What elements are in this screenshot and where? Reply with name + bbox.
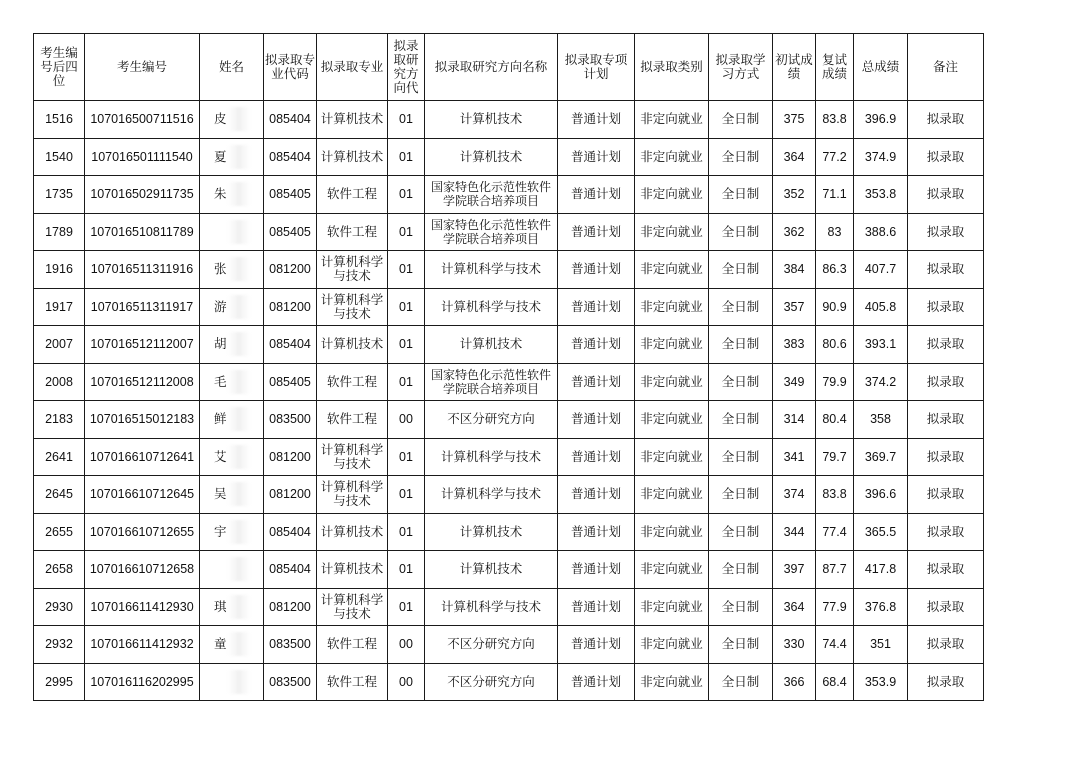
- cell-study-mode: 全日制: [709, 401, 773, 439]
- cell-id-last4: 2008: [34, 363, 85, 401]
- cell-prelim-score: 362: [773, 213, 816, 251]
- cell-prelim-score: 384: [773, 251, 816, 289]
- table-row: [34, 363, 984, 401]
- cell-major-code: 085405: [264, 213, 317, 251]
- cell-retest-score: 83.8: [816, 476, 854, 514]
- cell-retest-score: 68.4: [816, 663, 854, 701]
- cell-retest-score: 77.9: [816, 588, 854, 626]
- cell-remark: 拟录取: [908, 138, 984, 176]
- cell-retest-score: 80.4: [816, 401, 854, 439]
- cell-retest-score: 80.6: [816, 326, 854, 364]
- cell-major: 软件工程: [317, 401, 388, 439]
- cell-prelim-score: 330: [773, 626, 816, 664]
- cell-special-plan: 普通计划: [558, 326, 635, 364]
- cell-retest-score: 79.9: [816, 363, 854, 401]
- name-redaction: [228, 595, 250, 619]
- cell-major-code: 085404: [264, 326, 317, 364]
- cell-total-score: 374.9: [854, 138, 908, 176]
- name-redaction: [228, 257, 250, 281]
- cell-total-score: 353.9: [854, 663, 908, 701]
- name-redaction: [228, 407, 250, 431]
- cell-direction-code: 01: [388, 101, 425, 139]
- cell-id-last4: 1540: [34, 138, 85, 176]
- cell-study-mode: 全日制: [709, 176, 773, 214]
- col-header-name: 姓名: [200, 34, 264, 101]
- name-redaction: [228, 670, 250, 694]
- cell-prelim-score: 364: [773, 588, 816, 626]
- cell-prelim-score: 341: [773, 438, 816, 476]
- cell-name: [200, 551, 264, 589]
- name-redaction: [228, 370, 250, 394]
- cell-major-code: 085405: [264, 363, 317, 401]
- cell-major: 计算机技术: [317, 551, 388, 589]
- cell-special-plan: 普通计划: [558, 288, 635, 326]
- cell-major-code: 081200: [264, 288, 317, 326]
- name-redaction: [228, 182, 250, 206]
- cell-special-plan: 普通计划: [558, 476, 635, 514]
- cell-exam-id: 107016512112007: [85, 326, 200, 364]
- cell-direction-name: 计算机科学与技术: [425, 288, 558, 326]
- cell-direction-name: 计算机科学与技术: [425, 438, 558, 476]
- name-redaction: [228, 520, 250, 544]
- cell-major-code: 081200: [264, 438, 317, 476]
- cell-prelim-score: 314: [773, 401, 816, 439]
- cell-direction-name: 计算机科学与技术: [425, 251, 558, 289]
- col-header-total-score: 总成绩: [854, 34, 908, 101]
- cell-remark: 拟录取: [908, 401, 984, 439]
- cell-exam-id: 107016610712658: [85, 551, 200, 589]
- cell-remark: 拟录取: [908, 326, 984, 364]
- col-header-retest-score: 复试成绩: [816, 34, 854, 101]
- cell-major: 计算机技术: [317, 101, 388, 139]
- cell-retest-score: 71.1: [816, 176, 854, 214]
- cell-direction-name: 计算机技术: [425, 101, 558, 139]
- col-header-direction-code: 拟录取研究方向代: [388, 34, 425, 101]
- table-row: [34, 251, 984, 289]
- cell-total-score: 396.6: [854, 476, 908, 514]
- cell-major: 计算机科学与技术: [317, 588, 388, 626]
- cell-special-plan: 普通计划: [558, 663, 635, 701]
- cell-major-code: 085404: [264, 138, 317, 176]
- cell-id-last4: 2932: [34, 626, 85, 664]
- cell-total-score: 358: [854, 401, 908, 439]
- cell-special-plan: 普通计划: [558, 251, 635, 289]
- cell-direction-name: 国家特色化示范性软件学院联合培养项目: [425, 176, 558, 214]
- cell-category: 非定向就业: [635, 363, 709, 401]
- cell-direction-code: 01: [388, 476, 425, 514]
- cell-total-score: 374.2: [854, 363, 908, 401]
- cell-major: 计算机技术: [317, 326, 388, 364]
- cell-major-code: 085404: [264, 101, 317, 139]
- cell-direction-code: 01: [388, 438, 425, 476]
- cell-remark: 拟录取: [908, 288, 984, 326]
- cell-name: 毛: [200, 363, 264, 401]
- cell-major-code: 085405: [264, 176, 317, 214]
- table-row: [34, 138, 984, 176]
- cell-special-plan: 普通计划: [558, 588, 635, 626]
- name-redaction: [228, 445, 250, 469]
- cell-exam-id: 107016512112008: [85, 363, 200, 401]
- cell-category: 非定向就业: [635, 213, 709, 251]
- cell-direction-code: 01: [388, 326, 425, 364]
- cell-remark: 拟录取: [908, 588, 984, 626]
- cell-category: 非定向就业: [635, 476, 709, 514]
- cell-prelim-score: 397: [773, 551, 816, 589]
- cell-major: 计算机科学与技术: [317, 251, 388, 289]
- table-row: [34, 588, 984, 626]
- cell-direction-name: 国家特色化示范性软件学院联合培养项目: [425, 213, 558, 251]
- cell-remark: 拟录取: [908, 363, 984, 401]
- cell-direction-code: 00: [388, 401, 425, 439]
- cell-total-score: 405.8: [854, 288, 908, 326]
- table-row: [34, 401, 984, 439]
- cell-study-mode: 全日制: [709, 101, 773, 139]
- cell-prelim-score: 349: [773, 363, 816, 401]
- cell-prelim-score: 344: [773, 513, 816, 551]
- cell-name: 吴: [200, 476, 264, 514]
- cell-direction-code: 01: [388, 588, 425, 626]
- cell-major: 软件工程: [317, 626, 388, 664]
- cell-category: 非定向就业: [635, 626, 709, 664]
- cell-remark: 拟录取: [908, 251, 984, 289]
- cell-remark: 拟录取: [908, 551, 984, 589]
- cell-id-last4: 2655: [34, 513, 85, 551]
- cell-special-plan: 普通计划: [558, 138, 635, 176]
- cell-retest-score: 87.7: [816, 551, 854, 589]
- cell-remark: 拟录取: [908, 176, 984, 214]
- col-header-study-mode: 拟录取学习方式: [709, 34, 773, 101]
- cell-study-mode: 全日制: [709, 213, 773, 251]
- cell-direction-code: 01: [388, 251, 425, 289]
- cell-id-last4: 2007: [34, 326, 85, 364]
- cell-exam-id: 107016611412930: [85, 588, 200, 626]
- cell-prelim-score: 374: [773, 476, 816, 514]
- cell-special-plan: 普通计划: [558, 101, 635, 139]
- cell-category: 非定向就业: [635, 551, 709, 589]
- cell-id-last4: 1917: [34, 288, 85, 326]
- cell-major-code: 083500: [264, 626, 317, 664]
- table-body: [34, 101, 984, 701]
- cell-major-code: 083500: [264, 401, 317, 439]
- col-header-id-last4: 考生编号后四位: [34, 34, 85, 101]
- name-redaction: [228, 332, 250, 356]
- table-row: [34, 288, 984, 326]
- cell-major-code: 081200: [264, 251, 317, 289]
- cell-major: 计算机技术: [317, 138, 388, 176]
- cell-remark: 拟录取: [908, 476, 984, 514]
- col-header-prelim-score: 初试成绩: [773, 34, 816, 101]
- name-redaction: [228, 295, 250, 319]
- cell-special-plan: 普通计划: [558, 438, 635, 476]
- cell-prelim-score: 383: [773, 326, 816, 364]
- cell-study-mode: 全日制: [709, 626, 773, 664]
- cell-id-last4: 1516: [34, 101, 85, 139]
- cell-remark: 拟录取: [908, 213, 984, 251]
- cell-name: 游: [200, 288, 264, 326]
- cell-total-score: 369.7: [854, 438, 908, 476]
- cell-remark: 拟录取: [908, 438, 984, 476]
- cell-major-code: 081200: [264, 476, 317, 514]
- col-header-special-plan: 拟录取专项计划: [558, 34, 635, 101]
- name-redaction: [228, 107, 250, 131]
- cell-category: 非定向就业: [635, 251, 709, 289]
- cell-exam-id: 107016511311917: [85, 288, 200, 326]
- cell-id-last4: 2995: [34, 663, 85, 701]
- cell-retest-score: 74.4: [816, 626, 854, 664]
- cell-study-mode: 全日制: [709, 288, 773, 326]
- cell-category: 非定向就业: [635, 138, 709, 176]
- cell-major-code: 081200: [264, 588, 317, 626]
- cell-total-score: 417.8: [854, 551, 908, 589]
- cell-major-code: 083500: [264, 663, 317, 701]
- cell-major: 软件工程: [317, 663, 388, 701]
- cell-total-score: 351: [854, 626, 908, 664]
- cell-category: 非定向就业: [635, 288, 709, 326]
- col-header-major-code: 拟录取专业代码: [264, 34, 317, 101]
- cell-direction-code: 01: [388, 551, 425, 589]
- cell-id-last4: 1735: [34, 176, 85, 214]
- cell-exam-id: 107016610712645: [85, 476, 200, 514]
- cell-exam-id: 107016511311916: [85, 251, 200, 289]
- cell-total-score: 365.5: [854, 513, 908, 551]
- cell-exam-id: 107016611412932: [85, 626, 200, 664]
- cell-exam-id: 107016116202995: [85, 663, 200, 701]
- table-row: [34, 551, 984, 589]
- cell-category: 非定向就业: [635, 176, 709, 214]
- cell-major: 计算机科学与技术: [317, 476, 388, 514]
- name-redaction: [228, 482, 250, 506]
- table-row: [34, 176, 984, 214]
- cell-total-score: 353.8: [854, 176, 908, 214]
- cell-direction-code: 00: [388, 663, 425, 701]
- cell-direction-name: 计算机科学与技术: [425, 476, 558, 514]
- cell-direction-code: 01: [388, 288, 425, 326]
- cell-retest-score: 79.7: [816, 438, 854, 476]
- cell-study-mode: 全日制: [709, 663, 773, 701]
- name-redaction: [228, 632, 250, 656]
- cell-direction-name: 计算机技术: [425, 326, 558, 364]
- cell-exam-id: 107016515012183: [85, 401, 200, 439]
- cell-name: 皮: [200, 101, 264, 139]
- name-redaction: [228, 145, 250, 169]
- cell-special-plan: 普通计划: [558, 363, 635, 401]
- cell-total-score: 388.6: [854, 213, 908, 251]
- cell-study-mode: 全日制: [709, 588, 773, 626]
- cell-special-plan: 普通计划: [558, 513, 635, 551]
- cell-major-code: 085404: [264, 513, 317, 551]
- cell-name: 胡: [200, 326, 264, 364]
- cell-special-plan: 普通计划: [558, 626, 635, 664]
- cell-major-code: 085404: [264, 551, 317, 589]
- cell-id-last4: 2645: [34, 476, 85, 514]
- cell-major: 软件工程: [317, 213, 388, 251]
- cell-exam-id: 107016501111540: [85, 138, 200, 176]
- cell-prelim-score: 352: [773, 176, 816, 214]
- cell-category: 非定向就业: [635, 588, 709, 626]
- col-header-direction-name: 拟录取研究方向名称: [425, 34, 558, 101]
- table-row: [34, 213, 984, 251]
- cell-direction-name: 不区分研究方向: [425, 626, 558, 664]
- col-header-remark: 备注: [908, 34, 984, 101]
- cell-special-plan: 普通计划: [558, 213, 635, 251]
- cell-name: 张: [200, 251, 264, 289]
- cell-category: 非定向就业: [635, 326, 709, 364]
- cell-study-mode: 全日制: [709, 513, 773, 551]
- cell-prelim-score: 357: [773, 288, 816, 326]
- cell-direction-name: 国家特色化示范性软件学院联合培养项目: [425, 363, 558, 401]
- cell-name: 琪: [200, 588, 264, 626]
- cell-direction-name: 不区分研究方向: [425, 663, 558, 701]
- cell-remark: 拟录取: [908, 663, 984, 701]
- admission-table: [33, 33, 984, 701]
- cell-study-mode: 全日制: [709, 363, 773, 401]
- cell-category: 非定向就业: [635, 401, 709, 439]
- cell-study-mode: 全日制: [709, 551, 773, 589]
- cell-study-mode: 全日制: [709, 138, 773, 176]
- cell-id-last4: 1916: [34, 251, 85, 289]
- cell-total-score: 396.9: [854, 101, 908, 139]
- cell-id-last4: 2930: [34, 588, 85, 626]
- cell-special-plan: 普通计划: [558, 176, 635, 214]
- cell-name: [200, 213, 264, 251]
- table-header-row: [34, 34, 984, 101]
- cell-direction-code: 01: [388, 138, 425, 176]
- cell-name: 鲜: [200, 401, 264, 439]
- table-row: [34, 663, 984, 701]
- cell-direction-code: 00: [388, 626, 425, 664]
- cell-exam-id: 107016502911735: [85, 176, 200, 214]
- table-row: [34, 513, 984, 551]
- cell-study-mode: 全日制: [709, 438, 773, 476]
- cell-study-mode: 全日制: [709, 251, 773, 289]
- cell-retest-score: 77.2: [816, 138, 854, 176]
- cell-direction-name: 计算机技术: [425, 551, 558, 589]
- cell-major: 计算机科学与技术: [317, 438, 388, 476]
- cell-direction-name: 不区分研究方向: [425, 401, 558, 439]
- cell-exam-id: 107016510811789: [85, 213, 200, 251]
- col-header-category: 拟录取类别: [635, 34, 709, 101]
- cell-total-score: 407.7: [854, 251, 908, 289]
- cell-exam-id: 107016610712641: [85, 438, 200, 476]
- cell-category: 非定向就业: [635, 438, 709, 476]
- cell-name: 艾: [200, 438, 264, 476]
- cell-major: 计算机技术: [317, 513, 388, 551]
- cell-category: 非定向就业: [635, 101, 709, 139]
- cell-direction-code: 01: [388, 213, 425, 251]
- cell-name: 宇: [200, 513, 264, 551]
- cell-id-last4: 2658: [34, 551, 85, 589]
- table-row: [34, 626, 984, 664]
- cell-prelim-score: 366: [773, 663, 816, 701]
- admission-list-sheet: [33, 33, 983, 701]
- cell-direction-name: 计算机技术: [425, 138, 558, 176]
- cell-total-score: 376.8: [854, 588, 908, 626]
- cell-name: [200, 663, 264, 701]
- cell-remark: 拟录取: [908, 626, 984, 664]
- cell-id-last4: 2641: [34, 438, 85, 476]
- cell-total-score: 393.1: [854, 326, 908, 364]
- table-row: [34, 438, 984, 476]
- cell-study-mode: 全日制: [709, 326, 773, 364]
- cell-special-plan: 普通计划: [558, 401, 635, 439]
- cell-id-last4: 1789: [34, 213, 85, 251]
- cell-retest-score: 77.4: [816, 513, 854, 551]
- table-row: [34, 326, 984, 364]
- cell-retest-score: 90.9: [816, 288, 854, 326]
- cell-major: 软件工程: [317, 176, 388, 214]
- cell-retest-score: 83.8: [816, 101, 854, 139]
- cell-prelim-score: 375: [773, 101, 816, 139]
- col-header-exam-id: 考生编号: [85, 34, 200, 101]
- cell-direction-code: 01: [388, 363, 425, 401]
- cell-direction-name: 计算机科学与技术: [425, 588, 558, 626]
- cell-name: 朱: [200, 176, 264, 214]
- cell-category: 非定向就业: [635, 513, 709, 551]
- cell-study-mode: 全日制: [709, 476, 773, 514]
- cell-direction-code: 01: [388, 176, 425, 214]
- name-redaction: [228, 220, 250, 244]
- cell-id-last4: 2183: [34, 401, 85, 439]
- cell-retest-score: 86.3: [816, 251, 854, 289]
- col-header-major: 拟录取专业: [317, 34, 388, 101]
- table-row: [34, 476, 984, 514]
- cell-exam-id: 107016500711516: [85, 101, 200, 139]
- cell-direction-code: 01: [388, 513, 425, 551]
- table-row: [34, 101, 984, 139]
- cell-exam-id: 107016610712655: [85, 513, 200, 551]
- name-redaction: [228, 557, 250, 581]
- cell-major: 软件工程: [317, 363, 388, 401]
- cell-remark: 拟录取: [908, 513, 984, 551]
- cell-category: 非定向就业: [635, 663, 709, 701]
- cell-retest-score: 83: [816, 213, 854, 251]
- cell-remark: 拟录取: [908, 101, 984, 139]
- cell-name: 夏: [200, 138, 264, 176]
- cell-major: 计算机科学与技术: [317, 288, 388, 326]
- cell-direction-name: 计算机技术: [425, 513, 558, 551]
- cell-special-plan: 普通计划: [558, 551, 635, 589]
- cell-name: 童: [200, 626, 264, 664]
- cell-prelim-score: 364: [773, 138, 816, 176]
